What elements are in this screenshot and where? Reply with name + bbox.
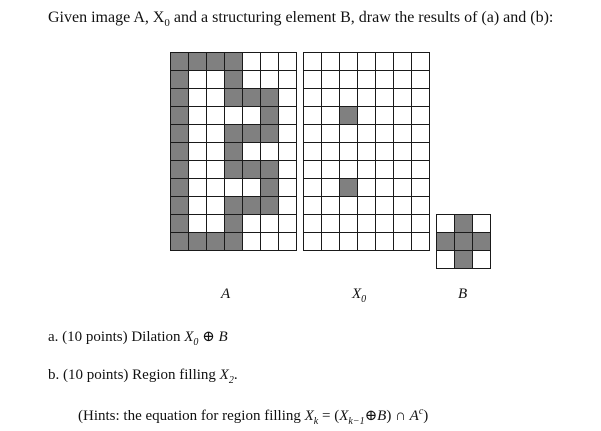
empty-pixel (412, 233, 430, 251)
part-a-var-sub: 0 (193, 337, 199, 348)
part-b-prefix: b. (10 points) Region filling (48, 367, 220, 383)
empty-pixel (225, 107, 243, 125)
empty-pixel (358, 107, 376, 125)
empty-pixel (279, 89, 297, 107)
question-intro (48, 8, 553, 33)
empty-pixel (340, 53, 358, 71)
filled-pixel (455, 233, 473, 251)
empty-pixel (322, 89, 340, 107)
empty-pixel (322, 143, 340, 161)
hint (78, 403, 428, 431)
filled-pixel (261, 89, 279, 107)
filled-pixel (225, 143, 243, 161)
empty-pixel (279, 233, 297, 251)
hint-prefix: (Hints: the equation for region filling (78, 408, 305, 424)
caption-B-text: B (458, 286, 468, 302)
empty-pixel (340, 233, 358, 251)
empty-pixel (394, 215, 412, 233)
empty-pixel (376, 89, 394, 107)
empty-pixel (207, 143, 225, 161)
caption-A (221, 285, 230, 303)
filled-pixel (171, 53, 189, 71)
empty-pixel (358, 215, 376, 233)
empty-pixel (279, 215, 297, 233)
empty-pixel (207, 71, 225, 89)
filled-pixel (225, 161, 243, 179)
empty-pixel (279, 179, 297, 197)
filled-pixel (171, 215, 189, 233)
filled-pixel (225, 233, 243, 251)
empty-pixel (304, 125, 322, 143)
empty-pixel (412, 53, 430, 71)
empty-pixel (207, 215, 225, 233)
empty-pixel (189, 215, 207, 233)
empty-pixel (322, 125, 340, 143)
filled-pixel (225, 53, 243, 71)
hint-set-sup: c (418, 406, 424, 417)
empty-pixel (207, 89, 225, 107)
caption-X0 (352, 285, 366, 309)
empty-pixel (189, 197, 207, 215)
empty-pixel (322, 161, 340, 179)
filled-pixel (171, 125, 189, 143)
filled-pixel (225, 197, 243, 215)
empty-pixel (243, 179, 261, 197)
hint-elem: B (377, 408, 387, 424)
empty-pixel (412, 125, 430, 143)
filled-pixel (243, 161, 261, 179)
empty-pixel (207, 107, 225, 125)
empty-pixel (358, 161, 376, 179)
empty-pixel (243, 215, 261, 233)
empty-pixel (189, 179, 207, 197)
empty-pixel (376, 143, 394, 161)
empty-pixel (322, 53, 340, 71)
filled-pixel (225, 71, 243, 89)
filled-pixel (243, 197, 261, 215)
empty-pixel (279, 71, 297, 89)
hint-set: A (409, 408, 419, 424)
empty-pixel (322, 233, 340, 251)
empty-pixel (304, 215, 322, 233)
filled-pixel (171, 143, 189, 161)
empty-pixel (189, 107, 207, 125)
empty-pixel (340, 197, 358, 215)
image-A-grid (170, 52, 297, 251)
empty-pixel (376, 107, 394, 125)
empty-pixel (394, 161, 412, 179)
filled-pixel (243, 89, 261, 107)
filled-pixel (455, 251, 473, 269)
hint-lhs: X (304, 408, 314, 424)
empty-pixel (412, 197, 430, 215)
empty-pixel (279, 197, 297, 215)
empty-pixel (304, 53, 322, 71)
empty-pixel (207, 197, 225, 215)
empty-pixel (207, 125, 225, 143)
hint-op: ⊕ (364, 408, 378, 424)
filled-pixel (261, 125, 279, 143)
empty-pixel (394, 125, 412, 143)
empty-pixel (304, 71, 322, 89)
empty-pixel (412, 161, 430, 179)
empty-pixel (243, 71, 261, 89)
intro-prefix: Given image A, X (48, 9, 165, 26)
empty-pixel (322, 179, 340, 197)
empty-pixel (412, 143, 430, 161)
empty-pixel (340, 89, 358, 107)
empty-pixel (189, 89, 207, 107)
empty-pixel (394, 233, 412, 251)
filled-pixel (473, 233, 491, 251)
empty-pixel (394, 53, 412, 71)
hint-rhs-sub: k−1 (348, 416, 365, 427)
empty-pixel (261, 143, 279, 161)
empty-pixel (376, 53, 394, 71)
hint-eq: = ( (318, 408, 340, 424)
empty-pixel (358, 179, 376, 197)
part-b-var: X (219, 367, 229, 383)
intro-suffix: and a structuring element B, draw the results of (a) and (b): (169, 9, 554, 26)
empty-pixel (412, 89, 430, 107)
empty-pixel (225, 179, 243, 197)
caption-X0-text: X (352, 286, 362, 302)
empty-pixel (376, 71, 394, 89)
empty-pixel (279, 107, 297, 125)
empty-pixel (394, 107, 412, 125)
empty-pixel (394, 89, 412, 107)
hint-close: ) ∩ (386, 408, 410, 424)
filled-pixel (261, 161, 279, 179)
image-X0-grid (303, 52, 430, 251)
empty-pixel (358, 71, 376, 89)
empty-pixel (358, 233, 376, 251)
empty-pixel (340, 125, 358, 143)
empty-pixel (340, 71, 358, 89)
filled-pixel (225, 215, 243, 233)
filled-pixel (207, 233, 225, 251)
part-b-suffix: . (233, 367, 238, 383)
empty-pixel (437, 251, 455, 269)
hint-lhs-sub: k (313, 416, 319, 427)
empty-pixel (376, 125, 394, 143)
structuring-element-B-grid (436, 214, 491, 269)
empty-pixel (394, 143, 412, 161)
empty-pixel (322, 71, 340, 89)
filled-pixel (340, 107, 358, 125)
empty-pixel (304, 161, 322, 179)
empty-pixel (340, 215, 358, 233)
empty-pixel (279, 125, 297, 143)
empty-pixel (279, 53, 297, 71)
empty-pixel (261, 233, 279, 251)
filled-pixel (171, 197, 189, 215)
part-b-var-sub: 2 (228, 375, 234, 386)
empty-pixel (189, 125, 207, 143)
part-a-prefix: a. (10 points) Dilation (48, 329, 185, 345)
empty-pixel (340, 143, 358, 161)
empty-pixel (412, 71, 430, 89)
empty-pixel (304, 197, 322, 215)
filled-pixel (261, 197, 279, 215)
empty-pixel (304, 107, 322, 125)
empty-pixel (261, 53, 279, 71)
empty-pixel (322, 197, 340, 215)
filled-pixel (243, 125, 261, 143)
empty-pixel (304, 143, 322, 161)
empty-pixel (322, 215, 340, 233)
filled-pixel (261, 107, 279, 125)
empty-pixel (358, 53, 376, 71)
empty-pixel (376, 161, 394, 179)
filled-pixel (189, 53, 207, 71)
filled-pixel (171, 107, 189, 125)
empty-pixel (243, 53, 261, 71)
empty-pixel (322, 107, 340, 125)
intro-subscript: 0 (164, 17, 170, 30)
filled-pixel (207, 53, 225, 71)
empty-pixel (412, 215, 430, 233)
empty-pixel (358, 125, 376, 143)
filled-pixel (225, 125, 243, 143)
empty-pixel (358, 197, 376, 215)
part-b (48, 366, 238, 390)
empty-pixel (243, 233, 261, 251)
hint-end: ) (423, 408, 429, 424)
empty-pixel (261, 71, 279, 89)
empty-pixel (394, 179, 412, 197)
empty-pixel (473, 215, 491, 233)
hint-rhs-var: X (339, 408, 349, 424)
filled-pixel (171, 179, 189, 197)
empty-pixel (376, 197, 394, 215)
empty-pixel (358, 143, 376, 161)
caption-A-text: A (221, 286, 231, 302)
empty-pixel (412, 107, 430, 125)
empty-pixel (394, 197, 412, 215)
empty-pixel (358, 89, 376, 107)
empty-pixel (376, 233, 394, 251)
part-a-var: X (184, 329, 194, 345)
empty-pixel (304, 89, 322, 107)
caption-B (458, 285, 467, 303)
part-a-op: ⊕ (198, 329, 219, 345)
empty-pixel (304, 233, 322, 251)
empty-pixel (261, 215, 279, 233)
empty-pixel (243, 143, 261, 161)
empty-pixel (473, 251, 491, 269)
empty-pixel (279, 143, 297, 161)
part-a-elem: B (218, 329, 228, 345)
empty-pixel (279, 161, 297, 179)
filled-pixel (225, 89, 243, 107)
empty-pixel (207, 161, 225, 179)
empty-pixel (304, 179, 322, 197)
empty-pixel (189, 143, 207, 161)
filled-pixel (171, 71, 189, 89)
empty-pixel (376, 215, 394, 233)
filled-pixel (261, 179, 279, 197)
empty-pixel (437, 215, 455, 233)
caption-X0-sub: 0 (361, 294, 367, 305)
empty-pixel (412, 179, 430, 197)
filled-pixel (171, 161, 189, 179)
filled-pixel (171, 89, 189, 107)
empty-pixel (189, 161, 207, 179)
empty-pixel (394, 71, 412, 89)
filled-pixel (437, 233, 455, 251)
empty-pixel (340, 161, 358, 179)
filled-pixel (340, 179, 358, 197)
empty-pixel (189, 71, 207, 89)
filled-pixel (189, 233, 207, 251)
filled-pixel (455, 215, 473, 233)
empty-pixel (376, 179, 394, 197)
part-a (48, 328, 228, 352)
empty-pixel (243, 107, 261, 125)
filled-pixel (171, 233, 189, 251)
empty-pixel (207, 179, 225, 197)
